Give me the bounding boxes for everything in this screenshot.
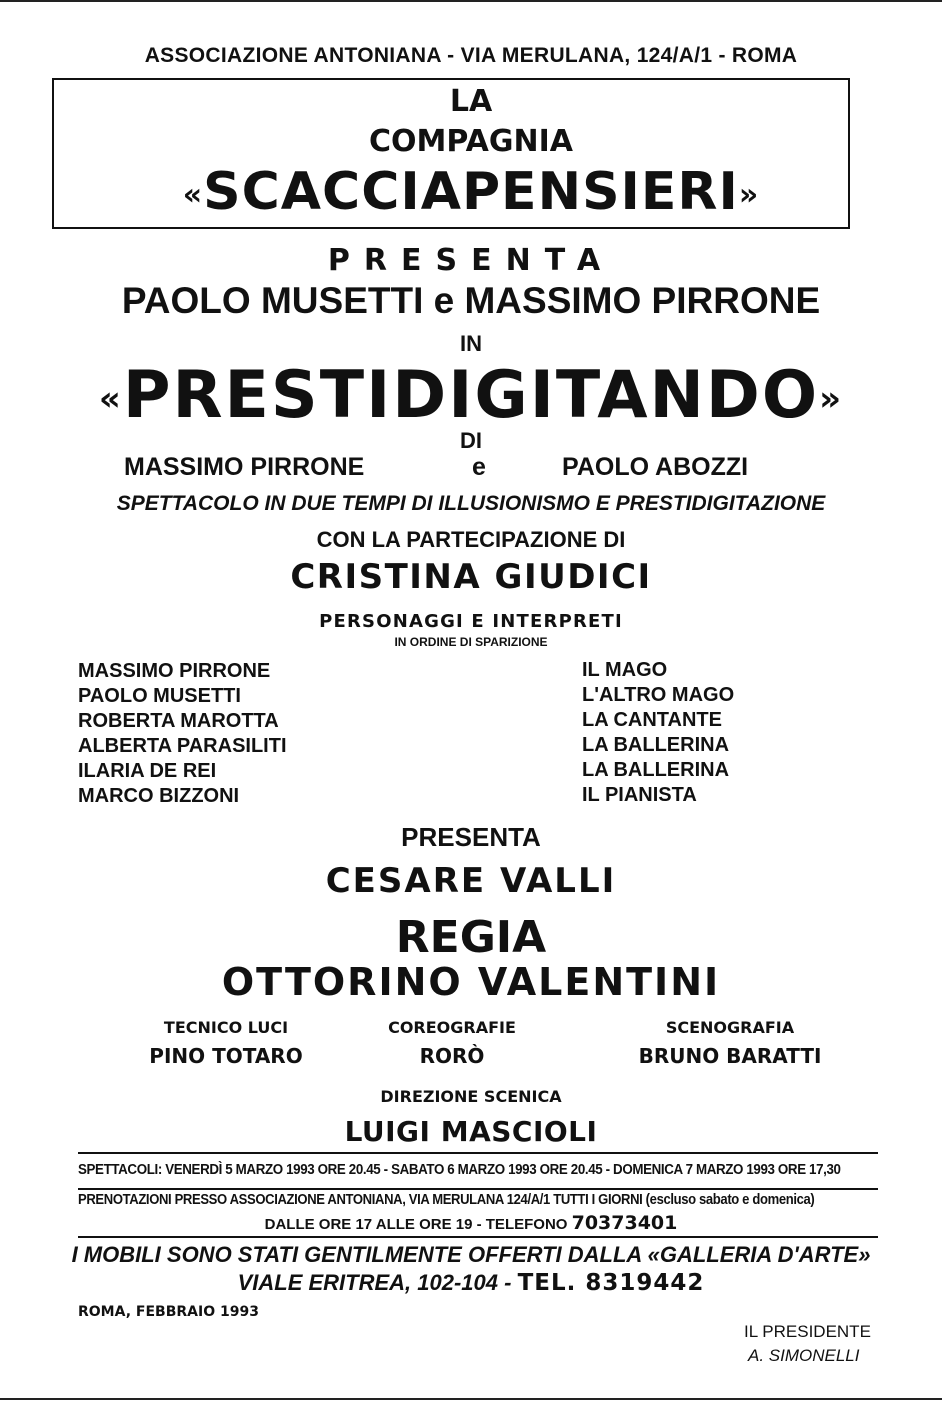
cast-role: IL MAGO: [582, 659, 668, 681]
cast-name: ROBERTA MAROTTA: [78, 710, 279, 732]
stage-director-name: LUIGI MASCIOLI: [344, 1115, 598, 1148]
show-quote-close: »: [819, 378, 844, 419]
booking-phone: 70373401: [571, 1212, 678, 1234]
guest-name: CRISTINA GIUDICI: [290, 557, 652, 597]
gallery-phone: TEL. 8319442: [517, 1270, 705, 1296]
credit-name-lights: PINO TOTARO: [149, 1044, 303, 1068]
in-word: IN: [460, 331, 482, 356]
cast-subtitle: IN ORDINE DI SPARIZIONE: [394, 635, 548, 649]
gallery-address: [0, 1270, 942, 1296]
bottom-border: [0, 1398, 942, 1400]
show-title: [0, 358, 942, 433]
divider: [78, 1236, 878, 1238]
company-name: [0, 162, 942, 222]
company-name-text: SCACCIAPENSIERI: [203, 162, 739, 222]
company-line-la: LA: [449, 84, 493, 119]
performance-dates: SPETTACOLI: VENERDÌ 5 MARZO 1993 ORE 20.45 - SABATO 6 MARZO 1993 ORE 20.45 - DOMENICA 7 MARZO 1993 ORE 17,30: [78, 1162, 841, 1178]
cast-name: ILARIA DE REI: [78, 760, 217, 782]
credit-role-scenography: SCENOGRAFIA: [665, 1018, 795, 1037]
cast-name: PAOLO MUSETTI: [78, 685, 241, 707]
credit-name-choreography: RORÒ: [419, 1044, 485, 1068]
author-left: MASSIMO PIRRONE: [124, 453, 365, 481]
cast-roles-list: [582, 658, 734, 808]
stage-direction-label: DIREZIONE SCENICA: [380, 1087, 562, 1106]
issue-date: ROMA, FEBBRAIO 1993: [78, 1304, 259, 1320]
booking-hours-text: DALLE ORE 17 ALLE ORE 19 - TELEFONO: [264, 1216, 568, 1233]
presenter-name: CESARE VALLI: [325, 861, 617, 901]
cast-name: MARCO BIZZONI: [78, 785, 240, 807]
cast-role: LA BALLERINA: [582, 759, 730, 781]
company-quote-close: »: [738, 177, 760, 213]
booking-info: PRENOTAZIONI PRESSO ASSOCIAZIONE ANTONIANA, VIA MERULANA 124/A/1 TUTTI I GIORNI (escluso sabato e domenica): [78, 1192, 815, 1208]
director-name: OTTORINO VALENTINI: [221, 960, 721, 1004]
cast-names-list: [78, 659, 287, 809]
show-quote-open: «: [98, 378, 123, 419]
author-right: PAOLO ABOZZI: [562, 453, 749, 481]
furniture-credit: I MOBILI SONO STATI GENTILMENTE OFFERTI DALLA «GALLERIA D'ARTE»: [71, 1242, 871, 1267]
association-header: ASSOCIAZIONE ANTONIANA - VIA MERULANA, 124/A/1 - ROMA: [144, 44, 798, 67]
president-title: IL PRESIDENTE: [744, 1322, 871, 1341]
show-title-text: PRESTIDIGITANDO: [122, 358, 820, 433]
company-line-compagnia: COMPAGNIA: [369, 124, 573, 159]
cast-role: LA BALLERINA: [582, 734, 730, 756]
gallery-address-text: VIALE ERITREA, 102-104 -: [237, 1270, 512, 1295]
divider: [78, 1188, 878, 1190]
credit-role-lights: TECNICO LUCI: [163, 1018, 289, 1037]
cast-name: MASSIMO PIRRONE: [78, 660, 271, 682]
show-subtitle: SPETTACOLO IN DUE TEMPI DI ILLUSIONISMO E PRESTIDIGITAZIONE: [116, 492, 826, 515]
company-quote-open: «: [182, 177, 204, 213]
direction-label: REGIA: [395, 912, 547, 963]
presenter-label: PRESENTA: [401, 822, 541, 852]
cast-role: IL PIANISTA: [582, 784, 697, 806]
participation-label: CON LA PARTECIPAZIONE DI: [316, 527, 626, 552]
author-conjunction: e: [472, 453, 486, 481]
cast-role: LA CANTANTE: [582, 709, 722, 731]
cast-title: PERSONAGGI E INTERPRETI: [319, 611, 623, 632]
presents-label: PRESENTA: [327, 243, 615, 278]
top-border: [0, 0, 942, 2]
booking-hours: [0, 1212, 942, 1234]
cast-name: ALBERTA PARASILITI: [78, 735, 287, 757]
president-name: A. SIMONELLI: [748, 1346, 860, 1365]
di-word: DI: [460, 428, 482, 453]
divider: [78, 1152, 878, 1154]
credit-role-choreography: COREOGRAFIE: [388, 1018, 516, 1037]
lead-actors: PAOLO MUSETTI e MASSIMO PIRRONE: [121, 280, 821, 321]
cast-role: L'ALTRO MAGO: [582, 684, 735, 706]
credit-name-scenography: BRUNO BARATTI: [638, 1044, 822, 1068]
